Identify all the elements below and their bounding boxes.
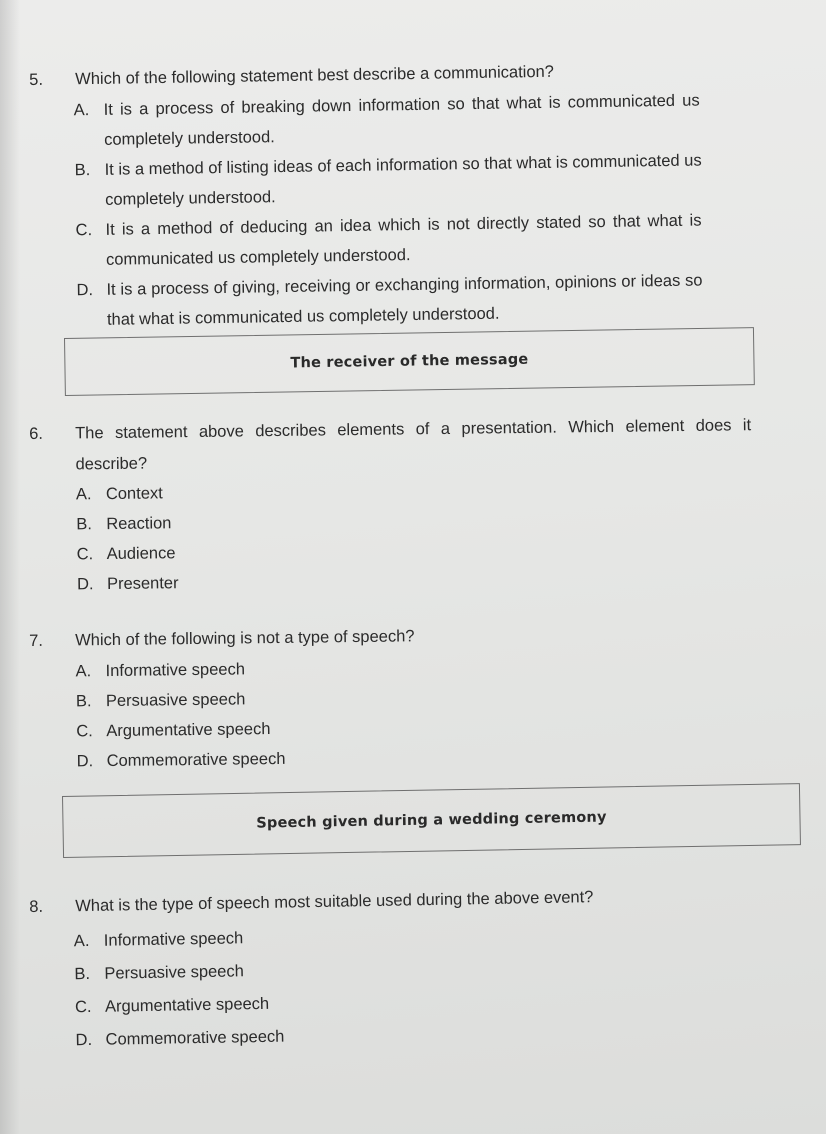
question-text: The statement above describes elements of a presentation. Which element does it bbox=[75, 416, 752, 443]
option-list bbox=[75, 448, 178, 599]
question-text: What is the type of speech most suitable used during the above event? bbox=[75, 888, 594, 916]
option-c[interactable] bbox=[76, 714, 285, 747]
question-7 bbox=[29, 617, 811, 777]
option-text: Commemorative speech bbox=[106, 749, 286, 771]
option-a[interactable] bbox=[75, 654, 284, 687]
stimulus-text: Speech given during a wedding ceremony bbox=[256, 809, 607, 832]
option-letter: B. bbox=[75, 692, 92, 711]
option-d[interactable] bbox=[76, 744, 285, 777]
option-letter: C. bbox=[76, 545, 94, 564]
question-6 bbox=[29, 410, 811, 600]
option-d[interactable] bbox=[76, 265, 703, 335]
option-list bbox=[75, 654, 285, 777]
question-8 bbox=[29, 879, 812, 1063]
question-text: Which of the following is not a type of speech? bbox=[75, 627, 415, 650]
question-text-continued: describe? bbox=[75, 454, 148, 474]
option-b[interactable] bbox=[76, 684, 285, 717]
option-letter: A. bbox=[75, 662, 92, 681]
question-number: 8. bbox=[29, 897, 44, 916]
option-b[interactable] bbox=[74, 955, 283, 992]
option-text-continued: communicated us completely understood. bbox=[105, 246, 411, 269]
stimulus-box-wedding bbox=[62, 783, 801, 858]
option-text: It is a process of breaking down information so that what is communicated us bbox=[103, 91, 700, 119]
option-text: Commemorative speech bbox=[105, 1027, 285, 1049]
option-a[interactable] bbox=[74, 922, 283, 959]
question-number: 7. bbox=[29, 631, 44, 650]
option-letter: A. bbox=[73, 101, 90, 120]
option-text: Argumentative speech bbox=[104, 994, 270, 1016]
option-a[interactable] bbox=[73, 85, 700, 155]
option-text: Informative speech bbox=[105, 660, 246, 681]
option-letter: B. bbox=[74, 964, 91, 984]
option-text: It is a method of deducing an idea which is not directly stated so that what is bbox=[105, 211, 702, 239]
question-number: 5. bbox=[29, 70, 44, 89]
option-text: It is a process of giving, receiving or exchanging information, opinions or ideas so bbox=[106, 271, 703, 299]
option-text: Persuasive speech bbox=[104, 962, 244, 983]
stimulus-box-receiver bbox=[64, 327, 755, 396]
option-d[interactable] bbox=[77, 568, 179, 599]
page-edge-shadow bbox=[0, 0, 20, 1134]
question-number: 6. bbox=[29, 424, 44, 443]
option-text: Reaction bbox=[106, 514, 172, 534]
stimulus-text: The receiver of the message bbox=[290, 351, 529, 372]
option-text: Context bbox=[105, 484, 163, 504]
option-c[interactable] bbox=[75, 205, 702, 275]
question-text: Which of the following statement best describe a communication? bbox=[75, 62, 555, 89]
option-letter: D. bbox=[76, 752, 94, 771]
option-text-continued: completely understood. bbox=[104, 188, 276, 209]
option-text: Argumentative speech bbox=[106, 720, 271, 741]
option-letter: C. bbox=[75, 221, 93, 240]
option-letter: B. bbox=[76, 515, 92, 534]
option-list bbox=[74, 922, 285, 1058]
option-letter: D. bbox=[75, 1030, 93, 1050]
option-letter: D. bbox=[76, 281, 94, 300]
option-b[interactable] bbox=[76, 508, 178, 539]
option-b[interactable] bbox=[74, 145, 701, 215]
option-letter: B. bbox=[74, 161, 91, 180]
option-c[interactable] bbox=[75, 988, 284, 1025]
option-text: It is a method of listing ideas of each information so that what is communicated us bbox=[104, 151, 702, 179]
option-letter: D. bbox=[76, 575, 94, 594]
option-text-continued: completely understood. bbox=[104, 128, 275, 149]
option-text: Presenter bbox=[106, 574, 179, 594]
option-letter: A. bbox=[75, 485, 92, 504]
option-list bbox=[73, 85, 703, 335]
option-text: Persuasive speech bbox=[105, 690, 246, 711]
option-a[interactable] bbox=[76, 478, 178, 509]
option-text-continued: that what is communicated us completely understood. bbox=[106, 304, 500, 329]
option-letter: C. bbox=[76, 722, 93, 741]
question-5 bbox=[29, 54, 813, 329]
option-text: Informative speech bbox=[103, 929, 244, 950]
option-letter: C. bbox=[74, 997, 92, 1017]
option-letter: A. bbox=[73, 931, 90, 951]
option-d[interactable] bbox=[75, 1021, 284, 1058]
option-text: Audience bbox=[106, 544, 176, 564]
option-c[interactable] bbox=[76, 538, 178, 569]
